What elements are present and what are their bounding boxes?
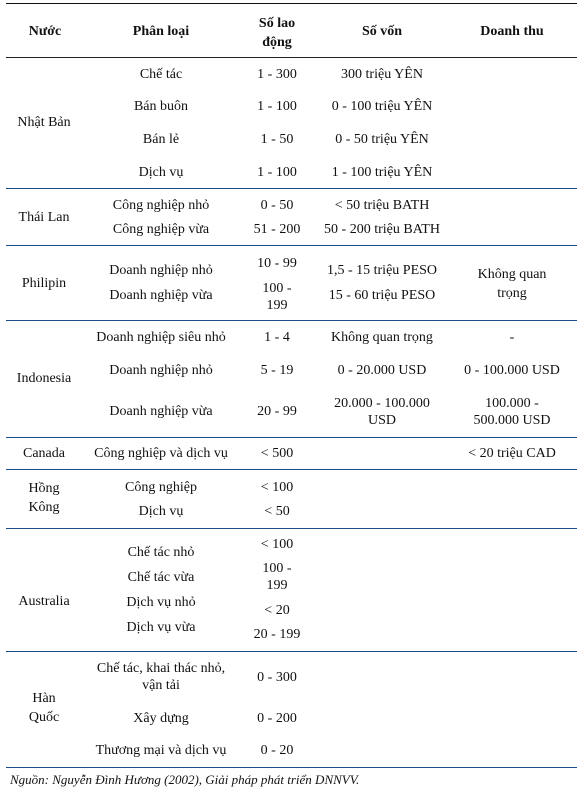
category-cell: Chế tác vừa	[127, 570, 195, 585]
labor-cell: 1 - 4	[264, 330, 290, 345]
country-hongkong-line1: Hồng	[28, 481, 60, 496]
category-cell: Dịch vụ	[138, 504, 184, 519]
category-cell: Dịch vụ nhỏ	[126, 595, 196, 610]
country-korea-line1: Hàn	[32, 691, 56, 706]
category-cell-line2: vận tải	[142, 678, 180, 693]
labor-cell: < 20	[264, 603, 290, 618]
category-cell: Bán lẻ	[142, 132, 180, 147]
capital-cell: 1,5 - 15 triệu PESO	[326, 263, 438, 278]
labor-cell: 1 - 50	[260, 132, 294, 147]
category-cell: Doanh nghiệp siêu nhỏ	[96, 330, 226, 345]
category-cell-line1: Chế tác, khai thác nhỏ,	[96, 661, 226, 676]
capital-cell: 50 - 200 triệu BATH	[324, 222, 440, 237]
category-cell: Dịch vụ vừa	[126, 620, 196, 635]
header-capital: Số vốn	[361, 24, 403, 39]
category-cell: Bán buôn	[133, 99, 189, 114]
labor-cell: 0 - 20	[260, 743, 294, 758]
row-divider	[6, 651, 577, 652]
capital-cell: Không quan trọng	[331, 330, 433, 345]
header-revenue: Doanh thu	[480, 24, 544, 39]
table-bottom-border	[6, 767, 577, 768]
category-cell: Xây dựng	[133, 711, 189, 726]
capital-cell: < 50 triệu BATH	[334, 198, 430, 213]
labor-cell: < 100	[260, 537, 294, 552]
header-labor-line1: Số lao	[258, 16, 296, 31]
category-cell: Công nghiệp vừa	[112, 222, 210, 237]
capital-cell: 1 - 100 triệu YÊN	[331, 165, 433, 180]
country-korea-line2: Quốc	[28, 710, 60, 725]
row-divider	[6, 469, 577, 470]
category-cell: Công nghiệp và dịch vụ	[94, 446, 228, 461]
header-category: Phân loại	[132, 24, 190, 39]
labor-cell: 5 - 19	[260, 363, 294, 378]
labor-cell: 0 - 300	[257, 670, 297, 685]
capital-cell: 300 triệu YÊN	[341, 67, 423, 82]
country-philippines: Philipin	[21, 276, 67, 291]
country-thailand: Thái Lan	[18, 210, 70, 225]
country-canada: Canada	[23, 446, 65, 461]
header-labor-line2: động	[262, 35, 292, 50]
labor-cell: 1 - 100	[257, 99, 297, 114]
capital-cell: 0 - 20.000 USD	[337, 363, 427, 378]
labor-cell: < 500	[260, 446, 294, 461]
row-divider	[6, 437, 577, 438]
labor-cell: 20 - 199	[253, 627, 301, 642]
labor-cell: 10 - 99	[257, 256, 297, 271]
revenue-cell-line1: Không quan	[477, 267, 547, 282]
labor-cell-line2: 199	[266, 298, 288, 313]
category-cell: Dịch vụ	[138, 165, 184, 180]
labor-cell: < 50	[264, 504, 290, 519]
labor-cell-line1: 100 -	[262, 281, 292, 296]
category-cell: Công nghiệp nhỏ	[112, 198, 210, 213]
labor-cell: 0 - 50	[260, 198, 294, 213]
labor-cell: 1 - 300	[257, 67, 297, 82]
row-divider	[6, 320, 577, 321]
labor-cell: 51 - 200	[253, 222, 301, 237]
capital-cell: 15 - 60 triệu PESO	[328, 288, 436, 303]
country-japan: Nhật Bản	[17, 115, 71, 130]
category-cell: Công nghiệp	[125, 480, 197, 495]
category-cell: Doanh nghiệp nhỏ	[109, 263, 213, 278]
revenue-cell: < 20 triệu CAD	[468, 446, 556, 461]
category-cell: Chế tác nhỏ	[127, 545, 195, 560]
revenue-cell: 0 - 100.000 USD	[464, 363, 560, 378]
labor-cell-line2: 199	[266, 578, 288, 593]
country-hongkong-line2: Kông	[28, 500, 60, 515]
row-divider	[6, 245, 577, 246]
revenue-cell-line1: 100.000 -	[485, 396, 539, 411]
category-cell: Thương mại và dịch vụ	[95, 743, 227, 758]
capital-cell-line1: 20.000 - 100.000	[334, 396, 430, 411]
capital-cell-line2: USD	[367, 413, 397, 428]
country-indonesia: Indonesia	[16, 371, 72, 386]
capital-cell: 0 - 50 triệu YÊN	[335, 132, 429, 147]
header-divider	[6, 57, 577, 58]
labor-cell: < 100	[260, 480, 294, 495]
labor-cell-line1: 100 -	[262, 561, 292, 576]
revenue-cell-line2: trọng	[497, 286, 527, 301]
category-cell: Doanh nghiệp vừa	[109, 404, 213, 419]
revenue-cell-line2: 500.000 USD	[473, 413, 551, 428]
labor-cell: 1 - 100	[257, 165, 297, 180]
row-divider	[6, 188, 577, 189]
capital-cell: 0 - 100 triệu YÊN	[331, 99, 433, 114]
category-cell: Doanh nghiệp vừa	[109, 288, 213, 303]
row-divider	[6, 528, 577, 529]
header-country: Nước	[28, 24, 62, 39]
labor-cell: 0 - 200	[257, 711, 297, 726]
revenue-cell: -	[509, 330, 515, 345]
table-top-border	[6, 3, 577, 4]
category-cell: Chế tác	[139, 67, 183, 82]
category-cell: Doanh nghiệp nhỏ	[109, 363, 213, 378]
labor-cell: 20 - 99	[257, 404, 297, 419]
source-note: Nguồn: Nguyễn Đình Hương (2002), Giải pháp phát triển DNNVV.	[10, 772, 360, 787]
country-australia: Australia	[18, 594, 70, 609]
